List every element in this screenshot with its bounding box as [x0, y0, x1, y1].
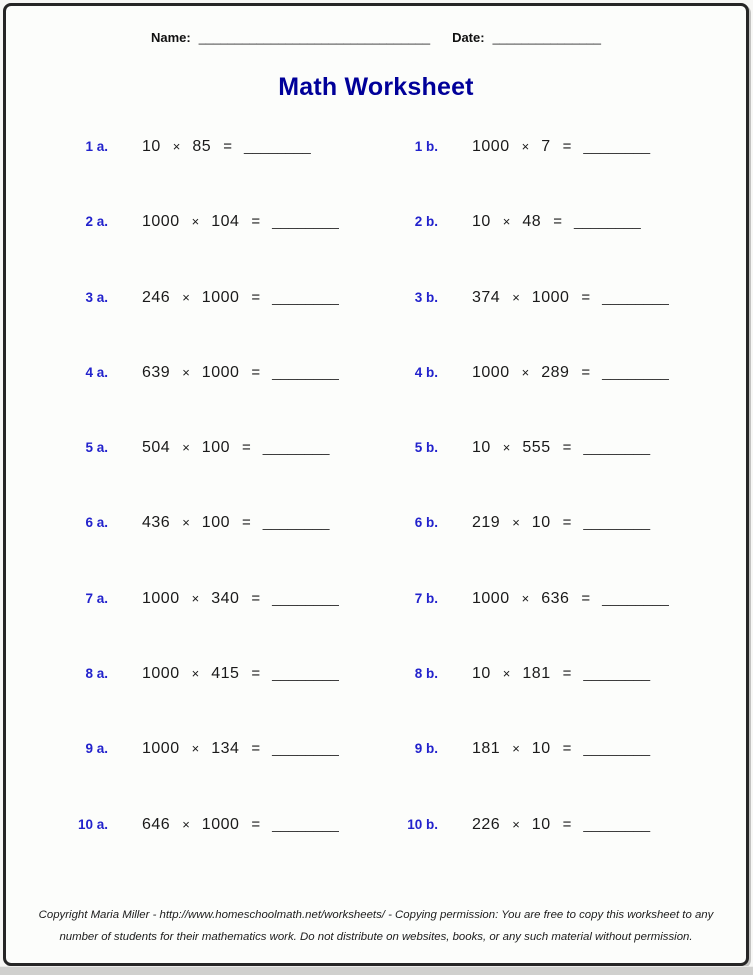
- equals-sign: =: [562, 514, 572, 532]
- times-sign: ×: [191, 214, 200, 230]
- problem-expression: [142, 665, 339, 683]
- times-sign: ×: [182, 289, 190, 305]
- bottom-scroll-strip: [0, 966, 753, 975]
- problem-cell: [366, 816, 696, 834]
- footer-copyright: [6, 904, 746, 948]
- problem-expression: [472, 816, 650, 834]
- problem-row: [6, 213, 746, 288]
- factor-2: 48: [522, 213, 542, 231]
- problem-label: 1 b.: [414, 139, 438, 154]
- problem-expression: [472, 289, 669, 307]
- times-sign: ×: [191, 590, 200, 606]
- problem-cell: [366, 590, 696, 608]
- problem-label: 5 a.: [85, 440, 108, 456]
- answer-blank[interactable]: ________: [573, 213, 641, 231]
- answer-blank[interactable]: ________: [272, 665, 339, 683]
- problem-cell: [366, 514, 696, 532]
- problem-cell: [366, 439, 696, 457]
- answer-blank[interactable]: ________: [583, 514, 651, 532]
- factor-1: 1000: [142, 589, 180, 607]
- equals-sign: =: [251, 288, 261, 306]
- equals-sign: =: [251, 589, 261, 607]
- name-blank-line[interactable]: ________________________________: [198, 30, 431, 45]
- answer-blank[interactable]: ________: [583, 439, 651, 457]
- problem-row: [6, 364, 746, 439]
- problem-row: [6, 289, 746, 364]
- problem-cell: [366, 213, 696, 231]
- problem-expression: [142, 514, 330, 532]
- equals-sign: =: [223, 138, 232, 155]
- problem-expression: [142, 364, 339, 382]
- problem-expression: [472, 665, 650, 683]
- factor-1: 1000: [472, 589, 510, 607]
- problem-label: 4 b.: [414, 364, 438, 380]
- problem-label: 2 a.: [85, 214, 108, 230]
- answer-blank[interactable]: ________: [583, 740, 651, 758]
- factor-1: 1000: [142, 740, 180, 758]
- times-sign: ×: [182, 364, 190, 380]
- problem-expression: [142, 740, 339, 758]
- problem-expression: [472, 138, 650, 156]
- factor-1: 639: [142, 363, 171, 381]
- problem-row: [6, 514, 746, 589]
- times-sign: ×: [502, 440, 511, 456]
- answer-blank[interactable]: ________: [583, 665, 651, 683]
- problem-cell: [36, 138, 366, 156]
- problem-expression: [142, 138, 311, 156]
- factor-2: 85: [192, 138, 212, 155]
- problem-label: 1 a.: [85, 139, 108, 154]
- factor-1: 226: [472, 815, 501, 833]
- equals-sign: =: [553, 213, 562, 231]
- equals-sign: =: [251, 740, 261, 758]
- problem-label: 8 a.: [85, 666, 108, 682]
- factor-1: 646: [142, 815, 171, 833]
- problem-label: 10 a.: [77, 816, 108, 832]
- equals-sign: =: [251, 815, 261, 833]
- problem-expression: [142, 816, 339, 834]
- problem-expression: [142, 289, 339, 307]
- problem-label: 5 b.: [414, 440, 438, 456]
- problem-cell: [36, 439, 366, 457]
- problem-expression: [142, 590, 339, 608]
- problem-cell: [366, 740, 696, 758]
- equals-sign: =: [562, 740, 572, 758]
- factor-2: 1000: [201, 288, 240, 306]
- problem-expression: [472, 364, 669, 382]
- factor-1: 10: [142, 138, 161, 155]
- factor-1: 181: [472, 740, 501, 758]
- date-label: Date:: [452, 30, 485, 45]
- times-sign: ×: [512, 741, 520, 757]
- factor-1: 10: [472, 665, 491, 683]
- factor-2: 1000: [201, 815, 240, 833]
- answer-blank[interactable]: ________: [272, 363, 339, 381]
- problem-label: 7 a.: [85, 590, 108, 606]
- problem-label: 9 b.: [414, 741, 438, 757]
- problem-cell: [36, 590, 366, 608]
- times-sign: ×: [191, 666, 200, 682]
- problem-label: 3 a.: [85, 289, 108, 305]
- problem-cell: [366, 289, 696, 307]
- problem-row: [6, 138, 746, 213]
- problem-row: [6, 740, 746, 815]
- times-sign: ×: [502, 666, 511, 682]
- factor-2: 340: [211, 589, 240, 607]
- problem-cell: [36, 289, 366, 307]
- times-sign: ×: [182, 515, 190, 531]
- problem-cell: [366, 665, 696, 683]
- problem-expression: [472, 213, 641, 231]
- equals-sign: =: [562, 138, 572, 155]
- answer-blank[interactable]: ________: [262, 439, 330, 457]
- answer-blank[interactable]: ________: [272, 213, 339, 231]
- worksheet-title: Math Worksheet: [278, 73, 474, 101]
- factor-1: 10: [472, 439, 491, 457]
- factor-1: 1000: [142, 665, 180, 683]
- answer-blank[interactable]: ________: [243, 138, 311, 155]
- answer-blank[interactable]: ________: [272, 288, 339, 306]
- equals-sign: =: [581, 288, 591, 306]
- equals-sign: =: [251, 363, 261, 381]
- worksheet-page: [3, 3, 749, 966]
- factor-1: 1000: [472, 363, 510, 381]
- equals-sign: =: [581, 363, 591, 381]
- answer-blank[interactable]: ________: [602, 288, 669, 306]
- answer-blank[interactable]: ________: [583, 815, 651, 833]
- factor-2: 636: [541, 589, 570, 607]
- problem-row: [6, 816, 746, 891]
- times-sign: ×: [191, 741, 200, 757]
- date-group: [452, 30, 601, 45]
- factor-2: 7: [541, 138, 551, 155]
- factor-2: 1000: [201, 363, 240, 381]
- problems-grid: [6, 138, 746, 891]
- problem-label: 4 a.: [85, 364, 108, 380]
- problem-row: [6, 590, 746, 665]
- factor-2: 100: [201, 439, 230, 457]
- times-sign: ×: [521, 139, 530, 154]
- equals-sign: =: [242, 514, 251, 532]
- times-sign: ×: [512, 816, 520, 832]
- times-sign: ×: [172, 139, 181, 154]
- times-sign: ×: [521, 590, 530, 606]
- answer-blank[interactable]: ________: [272, 815, 339, 833]
- equals-sign: =: [562, 439, 572, 457]
- answer-blank[interactable]: ________: [262, 514, 330, 532]
- times-sign: ×: [182, 816, 190, 832]
- factor-2: 415: [211, 665, 240, 683]
- factor-1: 504: [142, 439, 171, 457]
- factor-1: 1000: [472, 138, 510, 155]
- problem-expression: [142, 439, 330, 457]
- answer-blank[interactable]: ________: [602, 589, 669, 607]
- problem-label: 3 b.: [414, 289, 438, 305]
- factor-1: 219: [472, 514, 501, 532]
- problem-cell: [36, 213, 366, 231]
- factor-2: 555: [522, 439, 551, 457]
- factor-2: 181: [522, 665, 551, 683]
- answer-blank[interactable]: ________: [272, 740, 339, 758]
- problem-label: 9 a.: [85, 741, 108, 757]
- problem-cell: [36, 514, 366, 532]
- factor-2: 100: [201, 514, 230, 532]
- problem-row: [6, 439, 746, 514]
- problem-cell: [366, 364, 696, 382]
- problem-label: 2 b.: [414, 214, 438, 230]
- factor-1: 246: [142, 288, 171, 306]
- problem-cell: [36, 816, 366, 834]
- factor-1: 374: [472, 288, 501, 306]
- problem-cell: [36, 364, 366, 382]
- problem-cell: [366, 138, 696, 156]
- factor-2: 1000: [531, 288, 570, 306]
- problem-expression: [472, 590, 669, 608]
- problem-label: 10 b.: [407, 816, 438, 832]
- equals-sign: =: [581, 589, 591, 607]
- footer-copyright-line1: Copyright Maria Miller - http://www.homeschoolmath.net/worksheets/ - Copying permission: You are free to copy this worksheet to any: [38, 908, 714, 921]
- answer-blank[interactable]: ________: [602, 363, 669, 381]
- header-row: [6, 30, 746, 45]
- problem-cell: [36, 665, 366, 683]
- footer-copyright-line2: number of students for their mathematics work. Do not distribute on websites, books, or any such material without permission.: [59, 930, 693, 943]
- factor-1: 1000: [142, 213, 180, 231]
- factor-2: 289: [541, 363, 570, 381]
- name-label: Name:: [150, 30, 191, 45]
- factor-2: 134: [211, 740, 240, 758]
- problem-expression: [472, 740, 650, 758]
- answer-blank[interactable]: ________: [583, 138, 651, 155]
- problem-label: 6 a.: [85, 515, 108, 531]
- problem-expression: [142, 213, 339, 231]
- problem-expression: [472, 439, 650, 457]
- problem-cell: [36, 740, 366, 758]
- equals-sign: =: [562, 665, 572, 683]
- factor-1: 436: [142, 514, 171, 532]
- factor-2: 10: [531, 514, 551, 532]
- times-sign: ×: [512, 515, 520, 531]
- problem-label: 8 b.: [414, 666, 438, 682]
- equals-sign: =: [242, 439, 251, 457]
- problem-label: 6 b.: [414, 515, 438, 531]
- times-sign: ×: [512, 289, 520, 305]
- problem-label: 7 b.: [414, 590, 438, 606]
- equals-sign: =: [562, 815, 572, 833]
- times-sign: ×: [521, 364, 530, 380]
- factor-2: 10: [531, 740, 551, 758]
- times-sign: ×: [182, 440, 190, 456]
- factor-2: 104: [211, 213, 240, 231]
- factor-1: 10: [472, 213, 491, 231]
- answer-blank[interactable]: ________: [272, 589, 339, 607]
- equals-sign: =: [251, 665, 261, 683]
- equals-sign: =: [251, 213, 261, 231]
- factor-2: 10: [531, 815, 551, 833]
- problem-row: [6, 665, 746, 740]
- times-sign: ×: [502, 214, 511, 230]
- date-blank-line[interactable]: _______________: [492, 30, 602, 45]
- problem-expression: [472, 514, 650, 532]
